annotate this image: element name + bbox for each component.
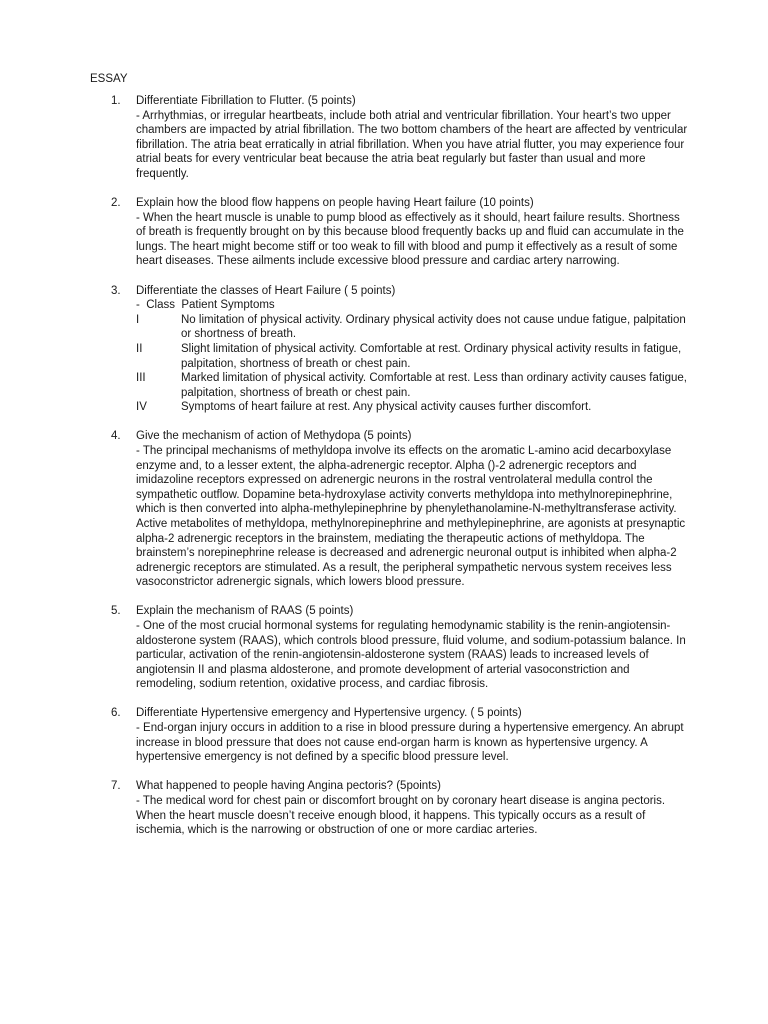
- question-text: What happened to people having Angina pectoris? (5points): [136, 780, 441, 793]
- item-number: 6.: [111, 707, 121, 720]
- question-text: Differentiate Fibrillation to Flutter. (5 points): [136, 95, 356, 107]
- answer-text: - When the heart muscle is unable to pump blood as effectively as it should, heart failure results. Shortness of breath is frequently brought on by this because blood frequently backs up and fluid can accumulate in the lungs. The heart might become stiff or too weak to fill with blood and pump it effectively as a result of some heart diseases. These ailments include excessive blood pressure and cardiac artery narrowing.: [136, 211, 684, 268]
- essay-item-2: [108, 196, 688, 269]
- question-text: Differentiate the classes of Heart Failure ( 5 points): [136, 284, 396, 297]
- essay-question-list: [108, 94, 688, 852]
- item-number: 5.: [111, 605, 121, 618]
- question-text: Explain how the blood flow happens on people having Heart failure (10 points): [136, 197, 534, 210]
- question-text: Differentiate Hypertensive emergency and Hypertensive urgency. ( 5 points): [136, 707, 522, 720]
- class-row: [136, 342, 688, 371]
- answer-text: - End-organ injury occurs in addition to a rise in blood pressure during a hypertensive emergency. An abrupt increase in blood pressure that does not cause end-organ harm is known as hypertensive urgency. A hypertensive emergency is not defined by a specific blood pressure level.: [136, 722, 684, 764]
- item-number: 2.: [111, 197, 121, 210]
- item-number: 4.: [111, 430, 121, 443]
- answer-text: - The medical word for chest pain or discomfort brought on by coronary heart disease is angina pectoris. When the heart muscle doesn’t receive enough blood, it happens. This typically occurs as a result of ischemia, which is the narrowing or obstruction of one or more cardiac arteries.: [136, 794, 666, 837]
- item-number: 7.: [111, 780, 121, 793]
- class-code: I: [136, 313, 140, 326]
- essay-item-6: [108, 706, 688, 764]
- essay-heading: ESSAY: [90, 73, 128, 85]
- class-description: Marked limitation of physical activity. Comfortable at rest. Less than ordinary activity causes fatigue, palpitation, shortness of breath or chest pain.: [181, 372, 688, 399]
- class-table-header: - Class Patient Symptoms: [136, 299, 275, 312]
- question-text: Give the mechanism of action of Methydopa (5 points): [136, 430, 412, 443]
- answer-text: - The principal mechanisms of methyldopa involve its effects on the aromatic L-amino acid decarboxylase enzyme and, to a lesser extent, the alpha-adrenergic receptor. Alpha ()-2 adrenergic receptors and imidazoline receptors expressed on adrenergic neurons in the rostral ventrolateral medulla control the sympathetic outflow. Dopamine beta-hydroxylase activity converts methyldopa into methylnorepinephrine, which is then converted into alpha-methylepinephrine by phenylethanolamine-N-methyltransferase activity. Active metabolites of methyldopa, methylnorepinephrine and methylepinephrine, are agonists at presynaptic alpha-2 adrenergic receptors in the brainstem, mediating the therapeutic actions of methyldopa. The brainstem’s norepinephrine release is decreased and adrenergic neuronal output is inhibited when alpha-2 adrenergic receptors are stimulated. As a result, the peripheral sympathetic nervous system receives less vasoconstrictor adrenergic signals, which lowers blood pressure.: [136, 444, 686, 589]
- essay-item-3: [108, 284, 688, 415]
- essay-item-4: [108, 429, 688, 590]
- class-description: No limitation of physical activity. Ordinary physical activity does not cause undue fatigue, palpitation or shortness of breath.: [181, 313, 686, 341]
- class-description: Slight limitation of physical activity. Comfortable at rest. Ordinary physical activity results in fatigue, palpitation, shortness of breath or chest pain.: [181, 342, 682, 370]
- essay-item-1: [108, 94, 688, 182]
- item-number: 1.: [111, 95, 121, 107]
- class-description: Symptoms of heart failure at rest. Any physical activity causes further discomfort.: [181, 401, 592, 414]
- question-text: Explain the mechanism of RAAS (5 points): [136, 605, 354, 618]
- answer-text: - Arrhythmias, or irregular heartbeats, include both atrial and ventricular fibrillation. Your heart’s two upper chambers are impacted by atrial fibrillation. The two bottom chambers of the heart are affected by ventricular fibrillation. The atria beat erratically in atrial fibrillation. When you have atrial flutter, you may experience four atrial beats for every ventricular beat because the atria beat regularly but faster than usual and more frequently.: [136, 109, 688, 180]
- class-row: [136, 400, 688, 415]
- answer-text: - One of the most crucial hormonal systems for regulating hemodynamic stability is the renin-angiotensin-aldosterone system (RAAS), which controls blood pressure, fluid volume, and sodium-potassium balance. In particular, activation of the renin-angiotensin-aldosterone system (RAAS) leads to increased levels of angiotensin II and plasma aldosterone, and promote development of arterial vasoconstriction and remodeling, sodium retention, oxidative process, and cardiac fibrosis.: [136, 620, 686, 691]
- class-row: [136, 371, 688, 400]
- class-code: II: [136, 342, 143, 355]
- essay-item-5: [108, 604, 688, 692]
- class-row: [136, 313, 688, 342]
- essay-item-7: [108, 779, 688, 837]
- class-code: III: [136, 372, 146, 385]
- class-code: IV: [136, 401, 147, 414]
- item-number: 3.: [111, 284, 121, 297]
